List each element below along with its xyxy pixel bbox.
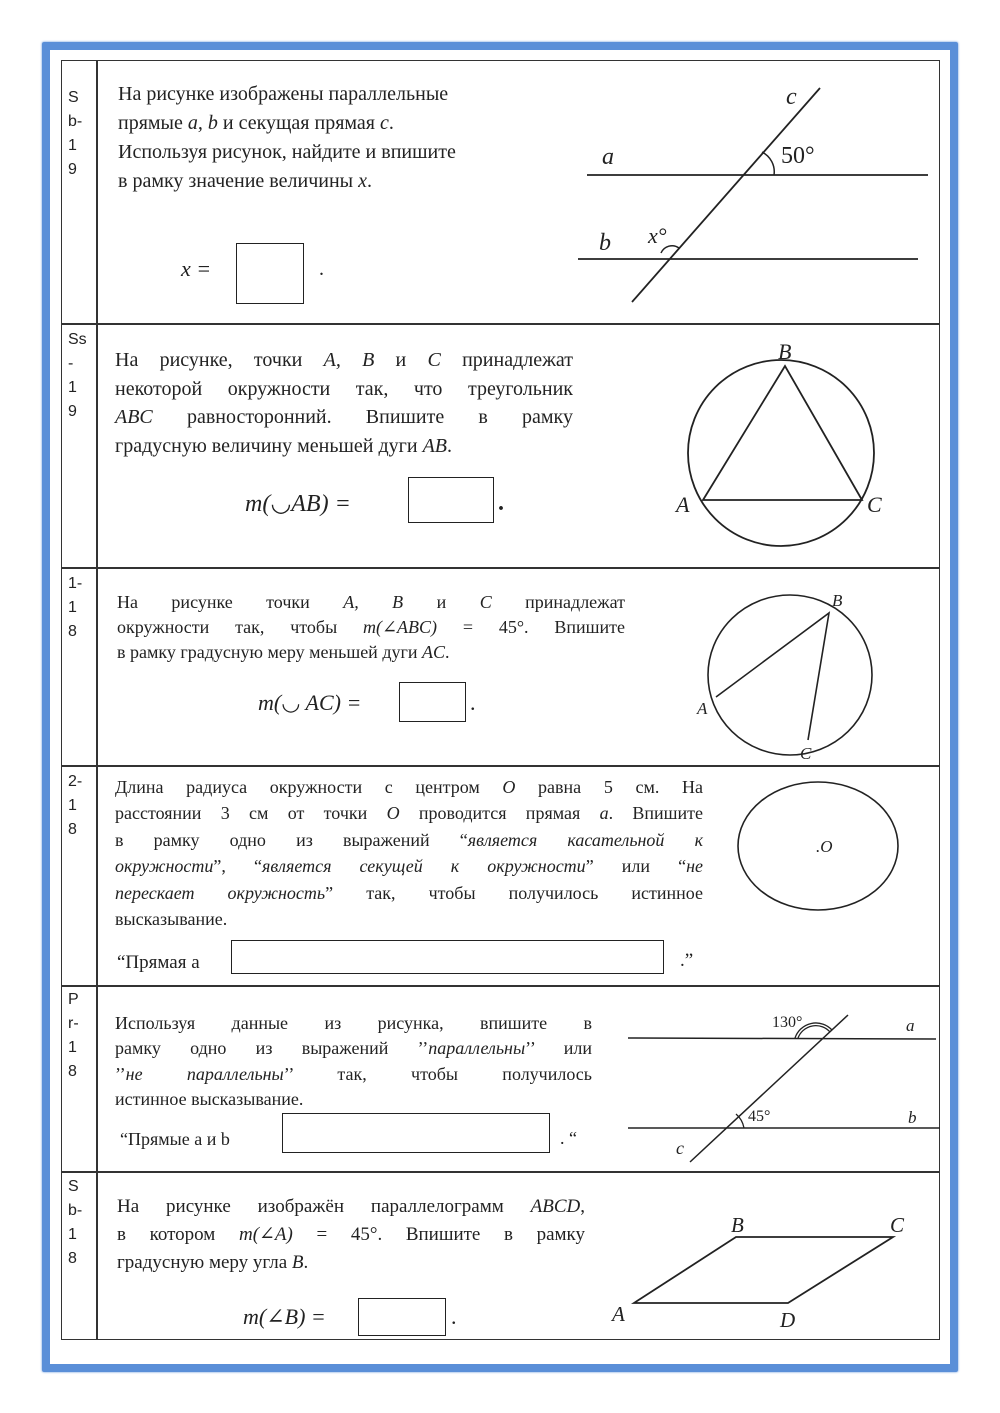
label-a: a [602,144,614,170]
text-segment: . [367,170,372,192]
math-text: окружности [115,856,214,877]
math-text: m(∠A) [238,1224,293,1245]
label-angle-130: 130° [772,1014,803,1031]
label-d: D [780,1308,796,1332]
math-text: не [686,856,703,877]
text-segment: принадлежат [440,349,574,371]
text-segment: градусную меру угла [117,1252,292,1273]
text-segment: = 45°. Впишите [437,617,625,637]
label-a: A [676,492,690,517]
label-b: b [908,1108,917,1127]
text-segment: некоторой окружности так, что треугольник [115,377,573,400]
math-text: ABC [115,406,153,428]
text-segment: высказывание. [115,909,228,930]
answer-prefix: m(◡ AC) = [258,690,362,715]
answer-prefix: “Прямая a [117,952,200,973]
task-code-line: 9 [68,161,77,178]
label-b: B [832,591,843,610]
math-text: A, B [323,349,375,371]
text-segment: . [447,434,452,457]
task-code-line: r- [68,1015,79,1032]
text-segment: . Впишите [608,803,703,824]
task-code-line: 1 [68,1226,77,1243]
text-segment: = 45°. Впишите в рамку [292,1224,586,1245]
text-segment: проводится прямая [399,803,600,824]
task-code-line: - [68,355,74,372]
task-code-line: 1 [68,1039,77,1056]
text-segment: ”, “ [213,856,262,877]
text-segment: прямые [118,112,188,134]
math-text: ABCD [530,1196,581,1217]
answer-suffix: . [498,490,504,516]
task-code-line: 8 [68,821,77,838]
math-text: не параллельны [125,1063,284,1084]
text-segment: окружности так, чтобы [117,617,363,637]
text-segment: расстоянии 3 см от точки [115,803,387,824]
math-text: является касательной к [467,829,704,850]
label-angle-50: 50° [781,143,815,169]
task-code-line: 1 [68,599,77,616]
answer-suffix: .” [680,950,694,971]
math-text: O [386,803,400,824]
task-code-line: P [68,991,79,1008]
task-code-line: 8 [68,623,77,640]
text-segment: ’’ так, чтобы получилось [283,1063,592,1084]
text-segment: . [303,1252,309,1273]
text-segment: истинное высказывание. [115,1088,304,1109]
label-b: B [778,339,792,364]
text-segment: На рисунке точки [117,592,344,612]
answer-suffix: . “ [560,1128,577,1148]
label-b: b [599,230,611,256]
text-segment: Используя рисунок, найдите и впишите [118,141,456,163]
task-code-line: b- [68,1202,83,1219]
label-a: A [697,699,708,718]
task-code-line: Ss [68,331,87,348]
text-segment: в котором [117,1224,239,1245]
text-segment: ’’ [115,1063,126,1084]
label-c: C [800,744,812,763]
label-c: c [676,1138,684,1158]
answer-prefix: x = [181,256,212,281]
answer-prefix: “Прямые a и b [120,1129,230,1149]
text-segment: равна 5 см. На [515,777,703,797]
text-segment: ’’ или [525,1038,592,1059]
parallelogram-abcd [634,1237,893,1303]
text-segment: ” или “ [585,856,687,877]
text-segment: принадлежат [491,592,625,612]
task-code-line: 1- [68,575,83,592]
text-segment: Используя данные из рисунка, впишите в [115,1013,592,1033]
answer-prefix: m(∠B) = [243,1304,326,1329]
answer-suffix: . [319,258,324,280]
label-c: C [867,492,882,517]
math-text: A, B [343,592,404,612]
task-code-line: 8 [68,1063,77,1080]
text-segment: . [445,642,450,662]
text-segment: На рисунке изображены параллельные [118,83,449,105]
label-angle-x: x° [648,223,667,248]
math-text: параллельны [428,1038,526,1059]
task-code-line: S [68,1178,79,1195]
task-code-line: 9 [68,403,77,420]
text-segment: На рисунке, точки [115,349,324,371]
text-segment: , [580,1196,585,1217]
text-segment: в рамку градусную меру меньшей дуги [117,642,422,662]
math-text: c [379,112,389,134]
task-code-line: 2- [68,773,83,790]
task-code-line: 8 [68,1250,77,1267]
text-segment: Длина радиуса окружности с центром [115,777,503,797]
answer-suffix: . [451,1304,457,1329]
label-b: B [731,1213,744,1237]
task-code-line: 1 [68,379,77,396]
text-segment: рамку одно из выражений ’’ [115,1038,429,1059]
text-segment: в рамку значение величины [118,170,359,192]
math-text: перескает окружность [115,882,326,903]
label-angle-45: 45° [748,1108,771,1125]
text-segment: равносторонний. Впишите в рамку [152,406,573,428]
math-text: AC [422,642,446,662]
text-segment: . [388,112,394,134]
text-segment: градусную величину меньшей дуги [115,434,423,457]
math-text: C [479,592,492,612]
math-text: B [291,1252,304,1273]
math-text: C [427,349,441,371]
task-code-line: b- [68,113,83,130]
math-text: m(∠ABC) [362,617,438,637]
label-c: C [890,1213,905,1237]
label-a: a [906,1016,915,1035]
task-code-line: S [68,89,79,106]
label-a: A [612,1302,625,1326]
math-text: x [358,170,367,192]
math-text: a, b [187,112,218,134]
text-segment: и [374,349,428,371]
task-code-line: 1 [68,797,77,814]
text-segment: ” так, чтобы получилось истинное [325,882,704,903]
math-text: a [599,803,609,824]
math-text: AB [422,434,447,457]
answer-prefix: m(◡AB) = [245,491,351,517]
math-text: является секущей к окружности [261,856,586,877]
label-center-o: .O [816,837,833,856]
task-code-line: 1 [68,137,77,154]
text-segment: в рамку одно из выражений “ [115,829,468,850]
answer-suffix: . [470,690,476,715]
text-segment: На рисунке изображён параллелограмм [117,1196,531,1217]
label-c: c [786,84,797,110]
text-segment: и [403,592,480,612]
text-segment: и секущая прямая [217,112,380,134]
math-text: O [502,777,516,797]
